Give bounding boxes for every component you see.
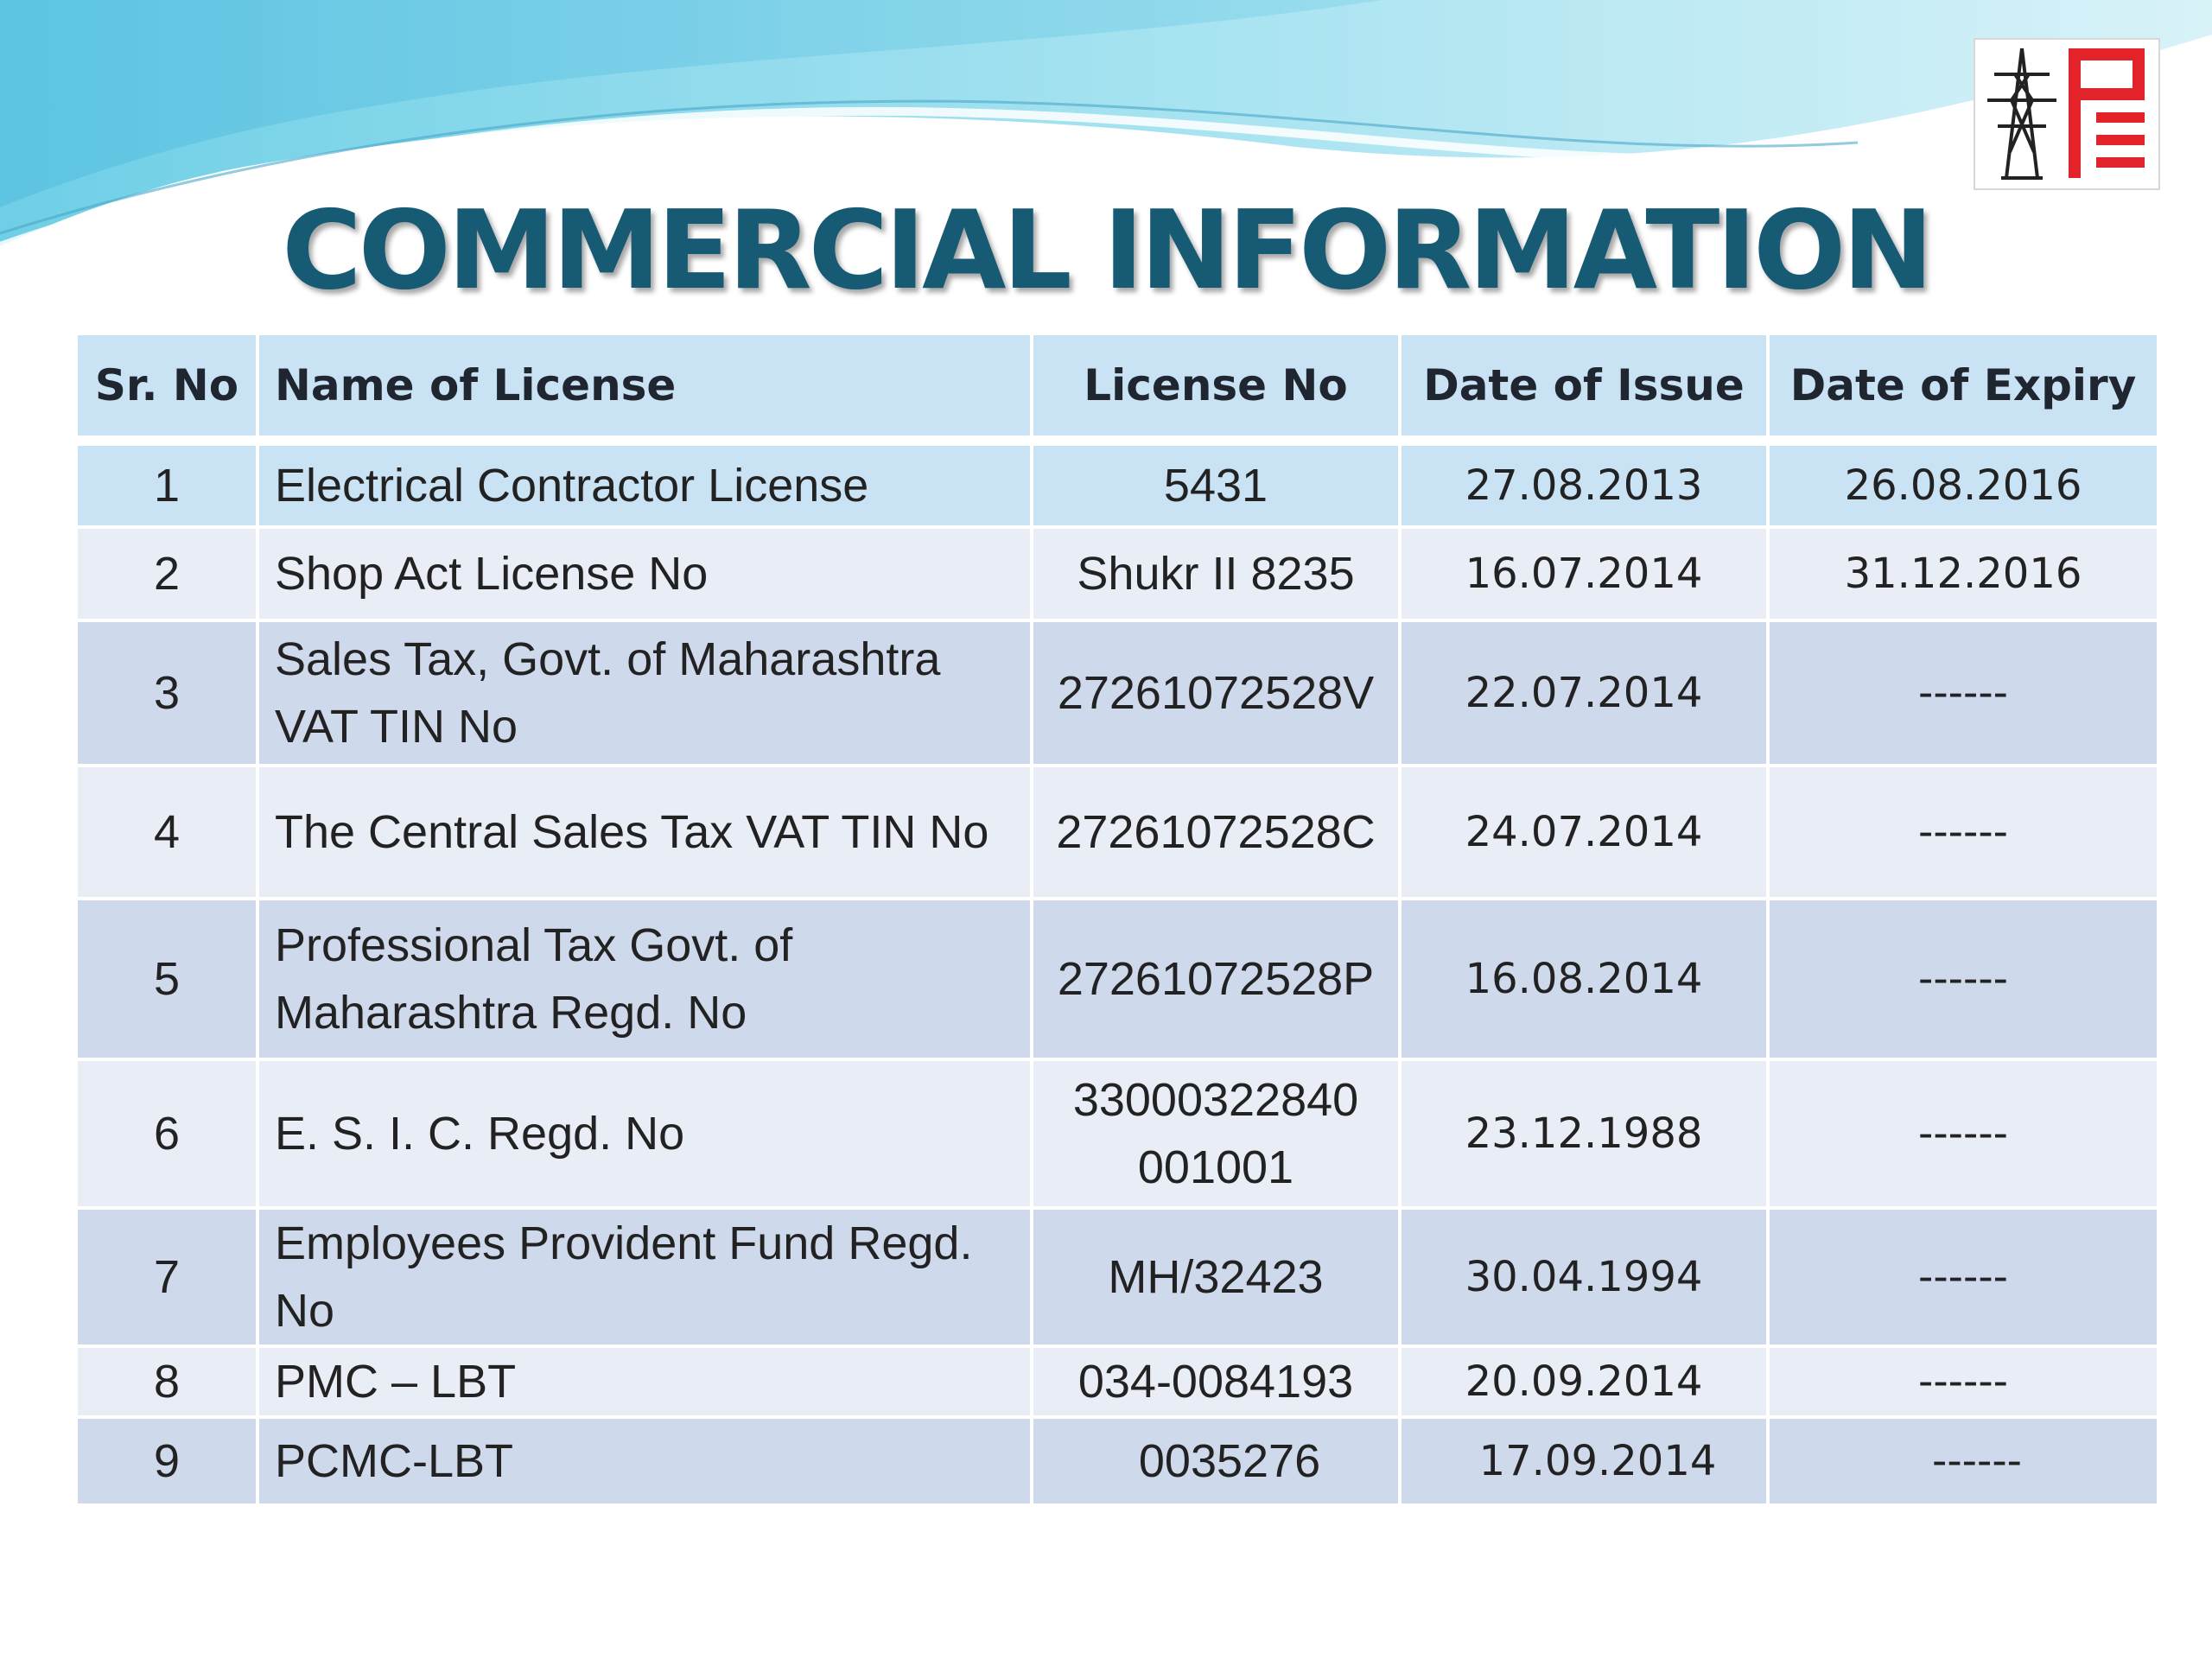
- cell-issue: 22.07.2014: [1400, 620, 1768, 766]
- cell-name: Shop Act License No: [257, 527, 1032, 620]
- table-header-row: [76, 334, 2158, 441]
- table-row: [76, 1417, 2158, 1505]
- cell-expiry: ------: [1768, 1208, 2158, 1346]
- cell-expiry: ------: [1768, 620, 2158, 766]
- cell-name: E. S. I. C. Regd. No: [257, 1059, 1032, 1208]
- header-license-no: License No: [1032, 334, 1400, 441]
- cell-issue: 16.08.2014: [1400, 899, 1768, 1059]
- cell-sr: 7: [76, 1208, 257, 1346]
- cell-issue: 23.12.1988: [1400, 1059, 1768, 1208]
- cell-name: Electrical Contractor License: [257, 441, 1032, 527]
- cell-name: PMC – LBT: [257, 1346, 1032, 1417]
- table-row: [76, 1346, 2158, 1417]
- cell-expiry: 31.12.2016: [1768, 527, 2158, 620]
- cell-sr: 1: [76, 441, 257, 527]
- company-logo: [1974, 38, 2160, 190]
- transmission-tower-icon: [1975, 40, 2158, 188]
- cell-license-no: Shukr II 8235: [1032, 527, 1400, 620]
- cell-expiry: ------: [1768, 1417, 2158, 1505]
- cell-name: Employees Provident Fund Regd. No: [257, 1208, 1032, 1346]
- cell-license-no: 27261072528P: [1032, 899, 1400, 1059]
- license-table: [74, 332, 2160, 1507]
- cell-sr: 2: [76, 527, 257, 620]
- cell-license-no: 5431: [1032, 441, 1400, 527]
- cell-name: PCMC-LBT: [257, 1417, 1032, 1505]
- cell-expiry: ------: [1768, 766, 2158, 899]
- cell-issue: 17.09.2014: [1400, 1417, 1768, 1505]
- cell-name: Professional Tax Govt. of Maharashtra Regd. No: [257, 899, 1032, 1059]
- cell-license-no: 0035276: [1032, 1417, 1400, 1505]
- header-sr-no: Sr. No: [76, 334, 257, 441]
- header-date-of-expiry: Date of Expiry: [1768, 334, 2158, 441]
- cell-name: The Central Sales Tax VAT TIN No: [257, 766, 1032, 899]
- cell-license-no: 034-0084193: [1032, 1346, 1400, 1417]
- cell-license-no: 27261072528V: [1032, 620, 1400, 766]
- table-row: [76, 899, 2158, 1059]
- table-row: [76, 766, 2158, 899]
- cell-expiry: ------: [1768, 899, 2158, 1059]
- cell-expiry: ------: [1768, 1346, 2158, 1417]
- cell-issue: 16.07.2014: [1400, 527, 1768, 620]
- cell-license-no: 27261072528C: [1032, 766, 1400, 899]
- table-row: [76, 1059, 2158, 1208]
- cell-name: Sales Tax, Govt. of Maharashtra VAT TIN No: [257, 620, 1032, 766]
- cell-sr: 5: [76, 899, 257, 1059]
- cell-issue: 20.09.2014: [1400, 1346, 1768, 1417]
- slide-title: COMMERCIAL INFORMATION: [282, 187, 1930, 314]
- cell-license-no: MH/32423: [1032, 1208, 1400, 1346]
- cell-sr: 9: [76, 1417, 257, 1505]
- cell-issue: 24.07.2014: [1400, 766, 1768, 899]
- header-date-of-issue: Date of Issue: [1400, 334, 1768, 441]
- cell-expiry: ------: [1768, 1059, 2158, 1208]
- cell-sr: 8: [76, 1346, 257, 1417]
- cell-issue: 27.08.2013: [1400, 441, 1768, 527]
- cell-sr: 6: [76, 1059, 257, 1208]
- table-row: [76, 527, 2158, 620]
- cell-issue: 30.04.1994: [1400, 1208, 1768, 1346]
- cell-sr: 3: [76, 620, 257, 766]
- cell-license-no: 33000322840001001: [1032, 1059, 1400, 1208]
- table-row: [76, 1208, 2158, 1346]
- table-row: [76, 620, 2158, 766]
- cell-expiry: 26.08.2016: [1768, 441, 2158, 527]
- cell-sr: 4: [76, 766, 257, 899]
- header-name: Name of License: [257, 334, 1032, 441]
- table-row: [76, 441, 2158, 527]
